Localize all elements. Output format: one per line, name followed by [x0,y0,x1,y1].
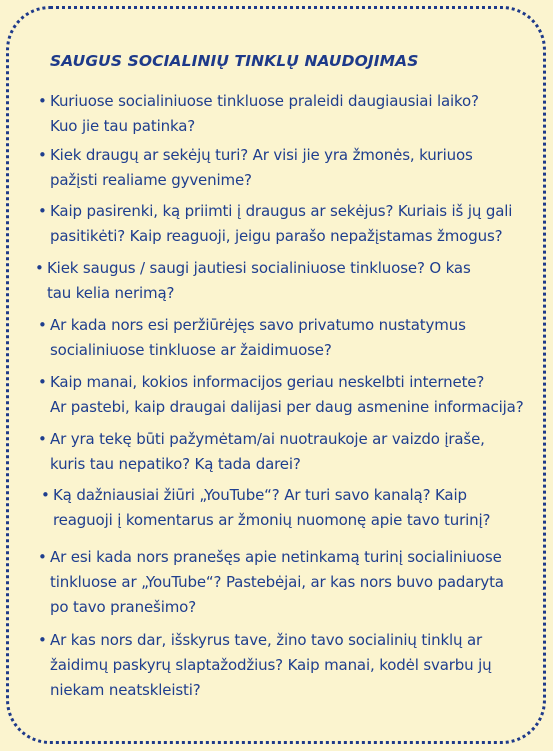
question-item [38,143,473,193]
question-item [38,89,479,139]
question-line: Kaip pasirenki, ką priimti į draugus ar sekėjus? Kuriais iš jų gali [50,202,513,220]
question-line: tinkluose ar „YouTube“? Pastebėjai, ar kas nors buvo padaryta [50,573,504,591]
question-line: Ar kada nors esi peržiūrėjęs savo privatumo nustatymus [50,316,466,334]
question-line: Ar esi kada nors pranešęs apie netinkamą turinį socialiniuose [50,548,502,566]
bullet-icon: • [35,259,44,277]
question-line: pasitikėti? Kaip reaguoji, jeigu parašo nepažįstamas žmogus? [50,227,503,245]
question-item [38,628,492,703]
question-line: kuris tau nepatiko? Ką tada darei? [50,455,301,473]
bullet-icon: • [38,548,47,566]
bullet-icon: • [38,316,47,334]
question-line: Kuo jie tau patinka? [50,117,196,135]
bullet-icon: • [38,631,47,649]
question-line: pažįsti realiame gyvenime? [50,171,252,189]
question-item [38,545,504,620]
question-line: Kuriuose socialiniuose tinkluose praleidi daugiausiai laiko? [50,92,479,110]
question-line: Kaip manai, kokios informacijos geriau neskelbti internete? [50,373,485,391]
question-line: tau kelia nerimą? [47,284,175,302]
question-line: reaguoji į komentarus ar žmonių nuomonę apie tavo turinį? [53,511,491,529]
question-line: socialiniuose tinkluose ar žaidimuose? [50,341,332,359]
bullet-icon: • [38,430,47,448]
question-item [38,199,513,249]
question-item [38,427,485,477]
question-item [38,370,524,420]
bullet-icon: • [38,202,47,220]
question-item [41,483,491,533]
question-line: Ar yra tekę būti pažymėtam/ai nuotraukoje ar vaizdo įraše, [50,430,485,448]
bullet-icon: • [38,373,47,391]
question-item [35,256,471,306]
question-line: po tavo pranešimo? [50,598,197,616]
question-line: Kiek draugų ar sekėjų turi? Ar visi jie yra žmonės, kuriuos [50,146,473,164]
question-item [38,313,466,363]
question-line: žaidimų paskyrų slaptažodžius? Kaip manai, kodėl svarbu jų [50,656,492,674]
question-line: Ką dažniausiai žiūri „YouTube“? Ar turi savo kanalą? Kaip [53,486,467,504]
bullet-icon: • [41,486,50,504]
question-line: Ar pastebi, kaip draugai dalijasi per daug asmenine informacija? [50,398,524,416]
bullet-icon: • [38,146,47,164]
card-title: SAUGUS SOCIALINIŲ TINKLŲ NAUDOJIMAS [50,52,419,70]
question-line: niekam neatskleisti? [50,681,201,699]
bullet-icon: • [38,92,47,110]
question-line: Ar kas nors dar, išskyrus tave, žino tavo socialinių tinklų ar [50,631,483,649]
question-line: Kiek saugus / saugi jautiesi socialiniuose tinkluose? O kas [47,259,471,277]
